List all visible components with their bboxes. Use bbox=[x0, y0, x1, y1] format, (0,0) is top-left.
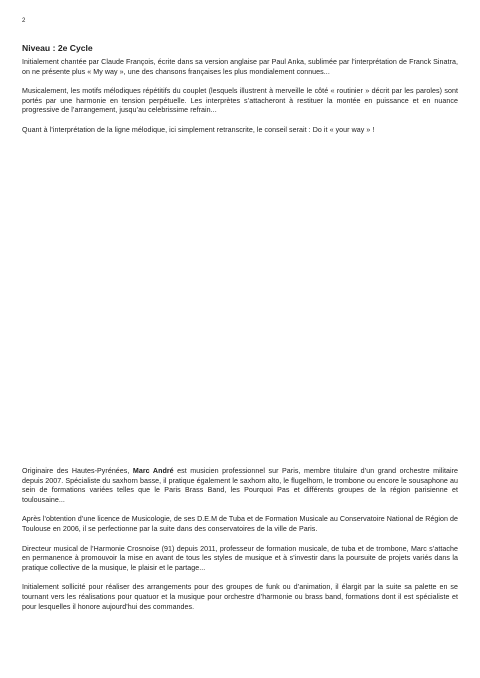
level-heading bbox=[22, 43, 93, 53]
level-label: Niveau : 2e Cycle bbox=[22, 43, 93, 53]
bio-paragraph: Initialement sollicité pour réaliser des arrangements pour des groupes de funk ou d’animation, il élargit par la suite sa palette en se tournant vers les réalisations pour quatuor et la musique pour orchestre d’harmonie ou brass band, formations dont il est spécialiste et pour lesquelles il honore aujourd’hui des commandes. bbox=[22, 583, 458, 611]
author-name: Marc André bbox=[132, 467, 174, 475]
intro-section bbox=[22, 58, 458, 146]
bio-paragraph: Après l’obtention d’une licence de Musicologie, de ses D.E.M de Tuba et de Formation Musicale au Conservatoire National de Région de Toulouse en 2006, il se perfectionne par la suite dans des conservatoires de la ville de Paris. bbox=[22, 515, 459, 533]
bio-paragraph: Directeur musical de l’Harmonie Crosnoise (91) depuis 2011, professeur de formation musicale, de tuba et de trombone, Marc s’attache en permanence à promouvoir la mise en avant de tous les styles de musique et à s’investir dans la poursuite de projets variés dans la pratique collective de la musique, le plaisir et le partage... bbox=[22, 544, 458, 572]
page-number: 2 bbox=[22, 18, 26, 24]
bio-intro-text: Originaire des Hautes-Pyrénées, bbox=[22, 467, 133, 475]
intro-paragraph: Musicalement, les motifs mélodiques répétitifs du couplet (lesquels illustrent à merveille le côté « routinier » décrit par les paroles) sont portés par une harmonie en tension perpétuelle. Les interprètes s’attacheront à restituer la montée en puissance et en nuance progressive de l’arrangement, jusqu’au celebrissime refrain... bbox=[22, 87, 458, 115]
bio-intro-rest: est musicien professionnel sur Paris, membre titulaire d’un grand orchestre militaire depuis 2007. Spécialiste du saxhorn basse, il pratique également le saxhorn alto, le flugelhorn, le trombone ou encore le sousaphone au sein de formations variées telles que le Paris Brass Band, les Pourquoi Pas et différents groupes de la région parisienne et toulousaine... bbox=[22, 467, 459, 504]
bio-paragraph bbox=[22, 467, 458, 505]
intro-paragraph: Initialement chantée par Claude François, écrite dans sa version anglaise par Paul Anka, sublimée par l’interprétation de Franck Sinatra, on ne présente plus « My way », une des chansons françaises les plus mondialement connues... bbox=[22, 58, 458, 76]
biography-section bbox=[22, 467, 458, 622]
intro-paragraph: Quant à l’interprétation de la ligne mélodique, ici simplement retranscrite, le conseil serait : Do it « your way » ! bbox=[22, 125, 375, 134]
